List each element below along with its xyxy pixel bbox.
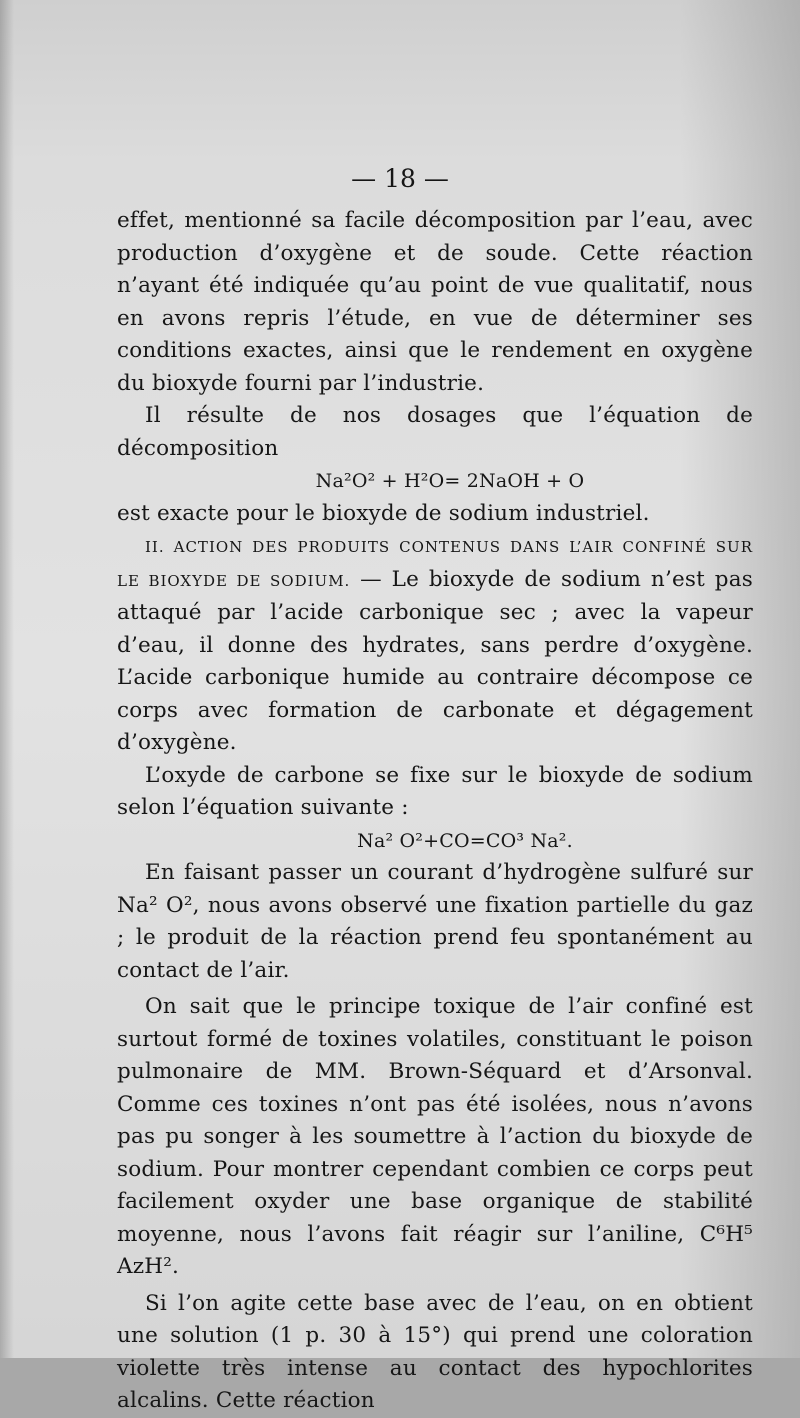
paragraph-8: Si l’on agite cette base avec de l’eau, on en obtient une solution (1 p. 30 à 15°) qui prend une coloration violette très intense au contact des hypochlorites alcalins. Cette réaction <box>117 1290 753 1413</box>
body-text <box>117 205 753 1418</box>
equation-carbon-monoxide: Na² O²+CO=CO³ Na². <box>357 829 573 852</box>
paragraph-2: Il résulte de nos dosages que l’équation de décomposition <box>117 403 753 461</box>
paragraph-3: est exacte pour le bioxyde de sodium industriel. <box>117 500 650 526</box>
section-heading: II. ACTION DES PRODUITS CONTENUS DANS L’AIR CONFINÉ SUR LE BIOXYDE DE SODIUM. <box>117 538 753 590</box>
paragraph-4-body: — Le bioxyde de sodium n’est pas attaqué par l’acide carbonique sec ; avec la vapeur d’eau, il donne des hydrates, sans perdre d’oxygène. L’acide carbonique humide au contraire décompose ce corps avec formation de carbonate et dégagement d’oxygène. <box>117 566 753 755</box>
paragraph-4 <box>117 530 753 760</box>
equation-decomposition: Na²O² + H²O= 2NaOH + O <box>315 470 585 492</box>
paragraph-6: En faisant passer un courant d’hydrogène sulfuré sur Na² O², nous avons observé une fixation partielle du gaz ; le produit de la réaction prend feu spontanément au contact de l’air. <box>117 860 753 983</box>
paragraph-5: L’oxyde de carbone se fixe sur le bioxyde de sodium selon l’équation suivante : <box>117 762 753 820</box>
paragraph-7: On sait que le principe toxique de l’air confiné est surtout formé de toxines volatiles, constituant le poison pulmonaire de MM. Brown-Séquard et d’Arsonval. Comme ces toxines n’ont pas été isolées, nous n’avons pas pu songer à les soumettre à l’action du bioxyde de sodium. Pour montrer cependant combien ce corps peut facilement oxyder une base organique de stabilité moyenne, nous l’avons fait réagir sur l’aniline, C⁶H⁵ AzH². <box>117 994 753 1279</box>
page-number: — 18 — <box>351 164 449 193</box>
paragraph-1: effet, mentionné sa facile décomposition par l’eau, avec production d’oxygène et de soude. Cette réaction n’ayant été indiquée qu’au point de vue qualitatif, nous en avons repris l’étude, en vue de déterminer ses conditions exactes, ainsi que le rendement en oxygène du bioxyde fourni par l’industrie. <box>117 208 753 396</box>
